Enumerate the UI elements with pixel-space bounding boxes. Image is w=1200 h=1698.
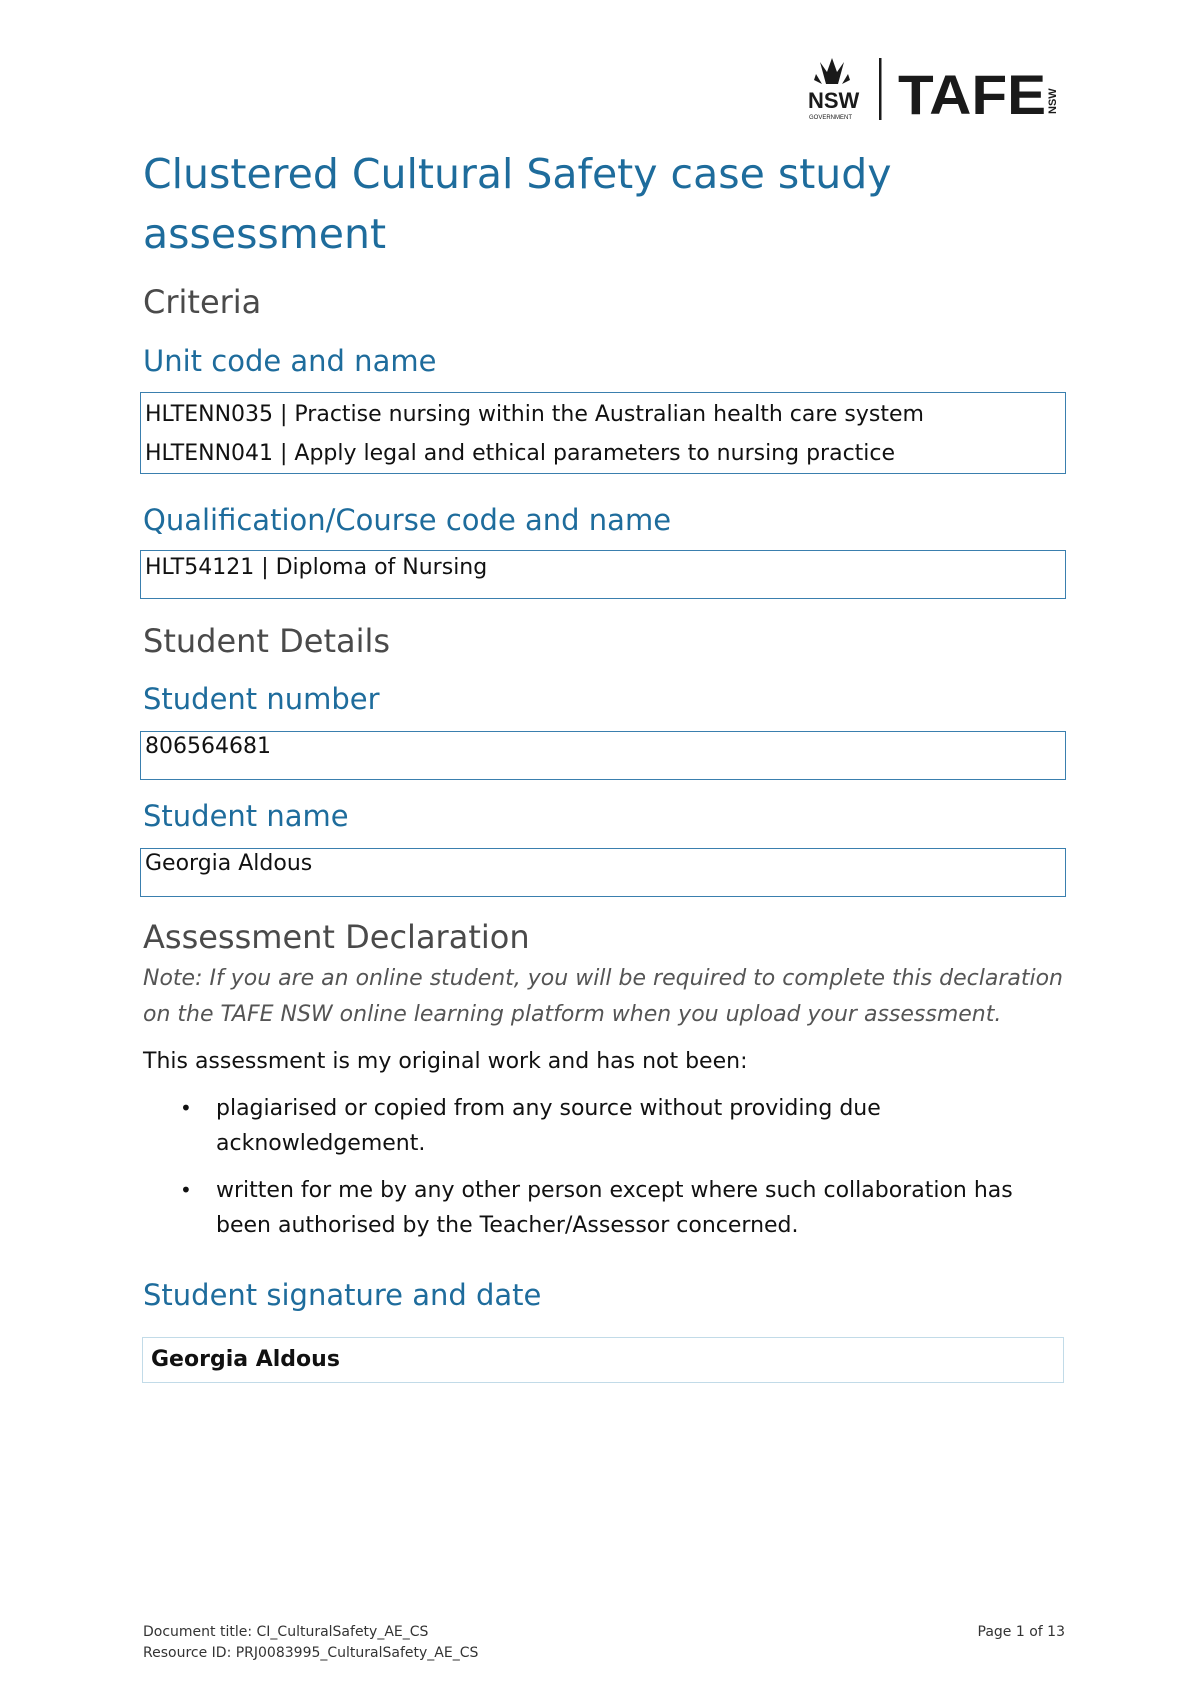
waratah-icon — [814, 58, 850, 84]
document-title — [143, 144, 1065, 264]
footer-page-number: Page 1 of 13 — [977, 1624, 1065, 1640]
student-name-box — [140, 848, 1066, 897]
list-item — [143, 1091, 1065, 1161]
logo-tafe-nsw-text: NSW — [1047, 88, 1059, 114]
declaration-intro: This assessment is my original work and has not been: — [143, 1049, 748, 1074]
qualification-heading: Qualification/Course code and name — [143, 503, 672, 537]
signature-box — [142, 1337, 1064, 1383]
logo-tafe-text: TAFE — [898, 63, 1046, 124]
page-footer — [143, 1622, 1065, 1664]
list-item-text: plagiarised or copied from any source without providing due acknowledgement. — [216, 1096, 881, 1156]
student-name-value: Georgia Aldous — [145, 851, 313, 876]
student-details-heading: Student Details — [143, 622, 391, 660]
declaration-note: Note: If you are an online student, you will be required to complete this declaration on the TAFE NSW online learning platform when you upload your assessment. — [143, 966, 1063, 1027]
footer-document-title: Document title: CI_CulturalSafety_AE_CS — [143, 1624, 429, 1640]
criteria-heading: Criteria — [143, 283, 262, 321]
logo-nsw-text: NSW — [808, 88, 860, 113]
unit-code-heading: Unit code and name — [143, 344, 437, 378]
logo-divider — [879, 58, 882, 120]
student-number-value: 806564681 — [145, 734, 271, 759]
student-signature-heading: Student signature and date — [143, 1278, 542, 1312]
student-number-box — [140, 731, 1066, 780]
footer-resource-id: Resource ID: PRJ0083995_CulturalSafety_AE_CS — [143, 1645, 479, 1661]
unit-code-line: HLTENN035 | Practise nursing within the Australian health care system — [145, 402, 924, 427]
student-name-heading: Student name — [143, 799, 349, 833]
student-number-heading: Student number — [143, 682, 380, 716]
qualification-box — [140, 550, 1066, 599]
qualification-value: HLT54121 | Diploma of Nursing — [145, 555, 488, 580]
unit-code-line: HLTENN041 | Apply legal and ethical parameters to nursing practice — [145, 441, 896, 466]
bullet-icon: • — [180, 1178, 192, 1202]
unit-code-box — [140, 392, 1066, 474]
tafe-nsw-logo-graphic — [806, 54, 1066, 124]
document-body — [143, 144, 1065, 1383]
tafe-nsw-logo — [806, 54, 1066, 124]
logo-government-text: GOVERNMENT — [809, 115, 853, 121]
document-title-line-2: assessment — [143, 210, 387, 258]
document-title-line-1: Clustered Cultural Safety case study — [143, 150, 892, 198]
assessment-declaration-heading: Assessment Declaration — [143, 918, 530, 956]
declaration-list — [143, 1091, 1065, 1243]
list-item-text: written for me by any other person except where such collaboration has been authorised by the Teacher/Assessor concerned. — [216, 1178, 1013, 1238]
bullet-icon: • — [180, 1096, 192, 1120]
list-item — [143, 1173, 1065, 1243]
signature-value: Georgia Aldous — [151, 1347, 340, 1372]
